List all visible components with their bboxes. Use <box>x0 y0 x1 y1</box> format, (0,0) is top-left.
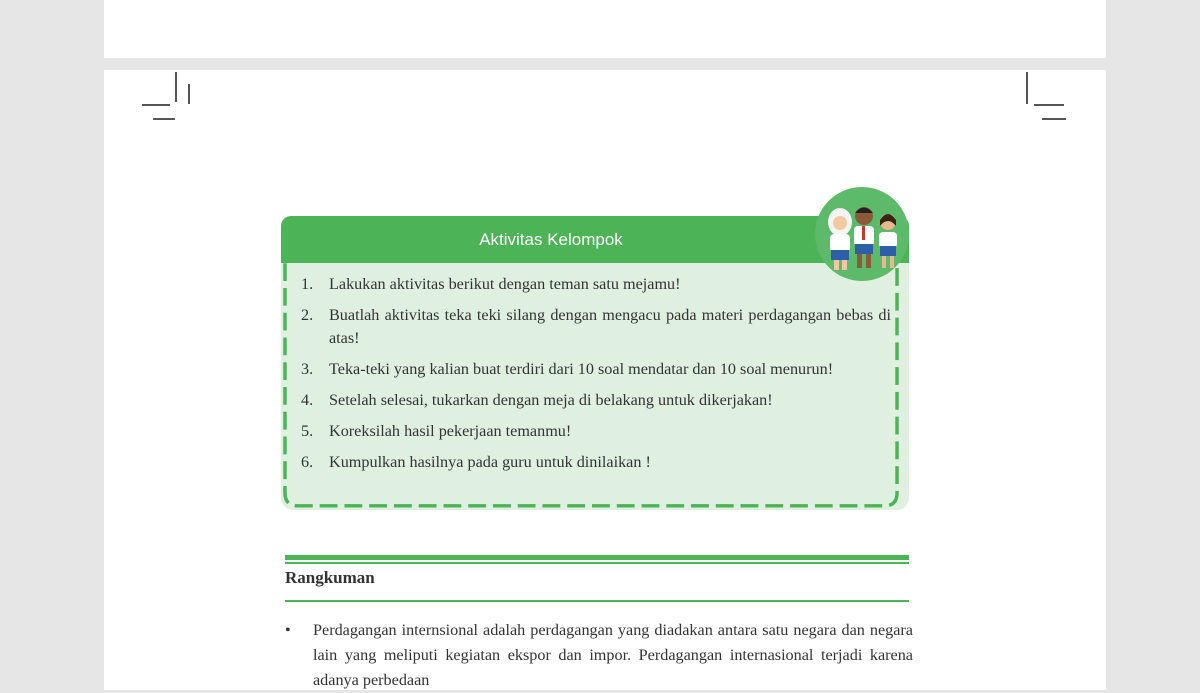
summary-title: Rangkuman <box>285 568 375 587</box>
crop-mark-tl-h2 <box>153 118 175 120</box>
list-item: 2. Buatlah aktivitas teka teki silang dengan mengacu pada materi perdagangan bebas di atas! <box>301 306 891 347</box>
crop-mark-tr-h2 <box>1042 118 1066 120</box>
crop-mark-tl-v2 <box>188 84 190 104</box>
list-item: 6. Kumpulkan hasilnya pada guru untuk dinilaikan ! <box>301 453 651 471</box>
summary-rule-bottom <box>285 600 909 602</box>
crop-mark-tr-h1 <box>1034 104 1064 106</box>
activity-list <box>301 273 901 482</box>
document-page <box>104 70 1106 690</box>
students-illustration-icon <box>814 186 910 282</box>
list-item: 3. Teka-teki yang kalian buat terdiri dari 10 soal mendatar dan 10 soal menurun! <box>301 360 834 378</box>
list-item: 5. Koreksilah hasil pekerjaan temanmu! <box>301 422 572 440</box>
previous-page-bottom <box>104 0 1106 58</box>
list-item: • Perdagangan internsional adalah perdagangan yang diadakan antara satu negara dan negara lain yang meliputi kegiatan ekspor dan impor. Perdagangan internasional terjadi karena adanya perbedaan <box>285 621 913 689</box>
summary-rule-top <box>285 555 909 560</box>
crop-mark-tr-v1 <box>1026 72 1028 104</box>
summary-list <box>285 618 913 693</box>
list-item: 1. Lakukan aktivitas berikut dengan teman satu mejamu! <box>301 275 681 293</box>
activity-title: Aktivitas Kelompok <box>479 230 623 249</box>
crop-mark-tl-h1 <box>142 104 170 106</box>
crop-mark-tl-v1 <box>175 72 177 102</box>
summary-rule-top-thin <box>285 562 909 564</box>
list-item: 4. Setelah selesai, tukarkan dengan meja di belakang untuk dikerjakan! <box>301 391 773 409</box>
